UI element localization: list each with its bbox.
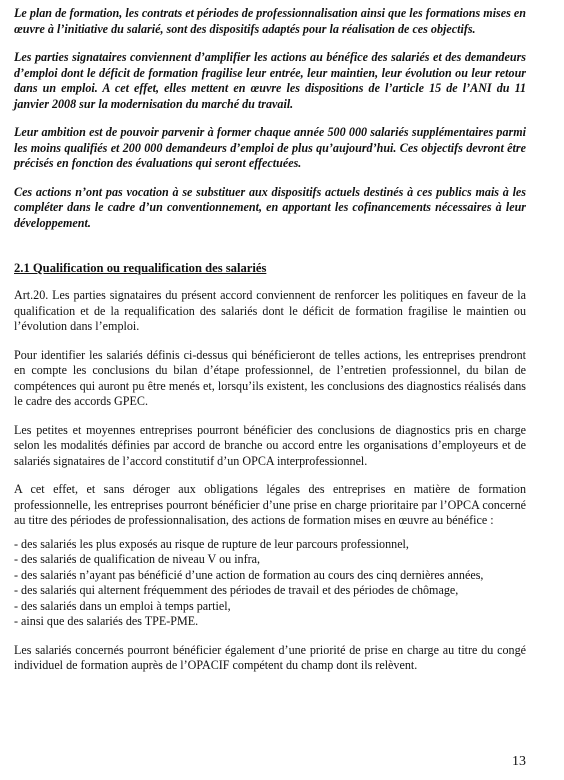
beneficiaries-list bbox=[14, 537, 526, 630]
body-paragraph-3: Les petites et moyennes entreprises pourront bénéficier des conclusions de diagnostics pris en charge selon les modalités définies par accord de branche ou accord entre les organisations d’employeurs et de salariés signataires de l’accord constitutif d’un OPCA interprofessionnel. bbox=[14, 422, 526, 468]
intro-paragraph-1: Le plan de formation, les contrats et périodes de professionnalisation ainsi que les formations mises en œuvre à l’initiative du salarié, sont des dispositifs adaptés pour la réalisation de ces objectifs. bbox=[14, 6, 526, 36]
body-paragraph-4: A cet effet, et sans déroger aux obligations légales des entreprises en matière de formation professionnelle, les entreprises pourront bénéficier d’une prise en charge prioritaire par l’OPCA concerné au titre des périodes de professionnalisation, des actions de formation mises en œuvre au bénéfice : bbox=[14, 482, 526, 527]
intro-paragraph-3: Leur ambition est de pouvoir parvenir à former chaque année 500 000 salariés supplémentaires parmi les moins qualifiés et 200 000 demandeurs d’emploi de plus qu’aujourd’hui. Ces objectifs devront être précisés en fonction des évaluations qui seront effectuées. bbox=[14, 125, 526, 170]
list-item: - ainsi que des salariés des TPE-PME. bbox=[14, 614, 199, 628]
list-item: - des salariés dans un emploi à temps partiel, bbox=[14, 598, 231, 613]
list-item: - des salariés n’ayant pas bénéficié d’une action de formation au cours des cinq dernières années, bbox=[14, 567, 484, 582]
intro-paragraph-2: Les parties signataires conviennent d’amplifier les actions au bénéfice des salariés et des demandeurs d’emploi dont le déficit de formation fragilise leur entrée, leur maintien, leur évolution ou leur retour dans un emploi. A cet effet, elles mettent en œuvre les dispositions de l’article 15 de l’ANI du 11 janvier 2008 sur la modernisation du marché du travail. bbox=[14, 50, 526, 111]
page-number: 13 bbox=[512, 754, 526, 769]
body-paragraph-2: Pour identifier les salariés définis ci-dessus qui bénéficieront de telles actions, les entreprises prendront en compte les conclusions du bilan d’étape professionnel, de l’entretien professionnel, du bilan de compétences qui auront pu être menés et, lorsqu’ils existent, les conclusions des diagnostics réalisés dans le cadre des accords GPEC. bbox=[14, 347, 526, 408]
intro-paragraph-4: Ces actions n’ont pas vocation à se substituer aux dispositifs actuels destinés à ces publics mais à les compléter dans le cadre d’un conventionnement, en apportant les cofinancements nécessaires à leur développement. bbox=[14, 184, 526, 230]
list-item: - des salariés de qualification de niveau V ou infra, bbox=[14, 552, 261, 566]
section-heading: 2.1 Qualification ou requalification des salariés bbox=[14, 261, 267, 275]
document-page bbox=[14, 6, 526, 674]
list-item: - des salariés les plus exposés au risque de rupture de leur parcours professionnel, bbox=[14, 536, 409, 551]
list-item: - des salariés qui alternent fréquemment des périodes de travail et des périodes de chômage, bbox=[14, 583, 459, 597]
closing-paragraph: Les salariés concernés pourront bénéficier également d’une priorité de prise en charge au titre du congé individuel de formation auprès de l’OPACIF compétent du champ dont ils relèvent. bbox=[14, 642, 526, 672]
article-20-paragraph: Art.20. Les parties signataires du présent accord conviennent de renforcer les politiques en faveur de la qualification et de la requalification des salariés dont le déficit de formation fragilise le maintien ou l’évolution dans l’emploi. bbox=[14, 288, 526, 333]
